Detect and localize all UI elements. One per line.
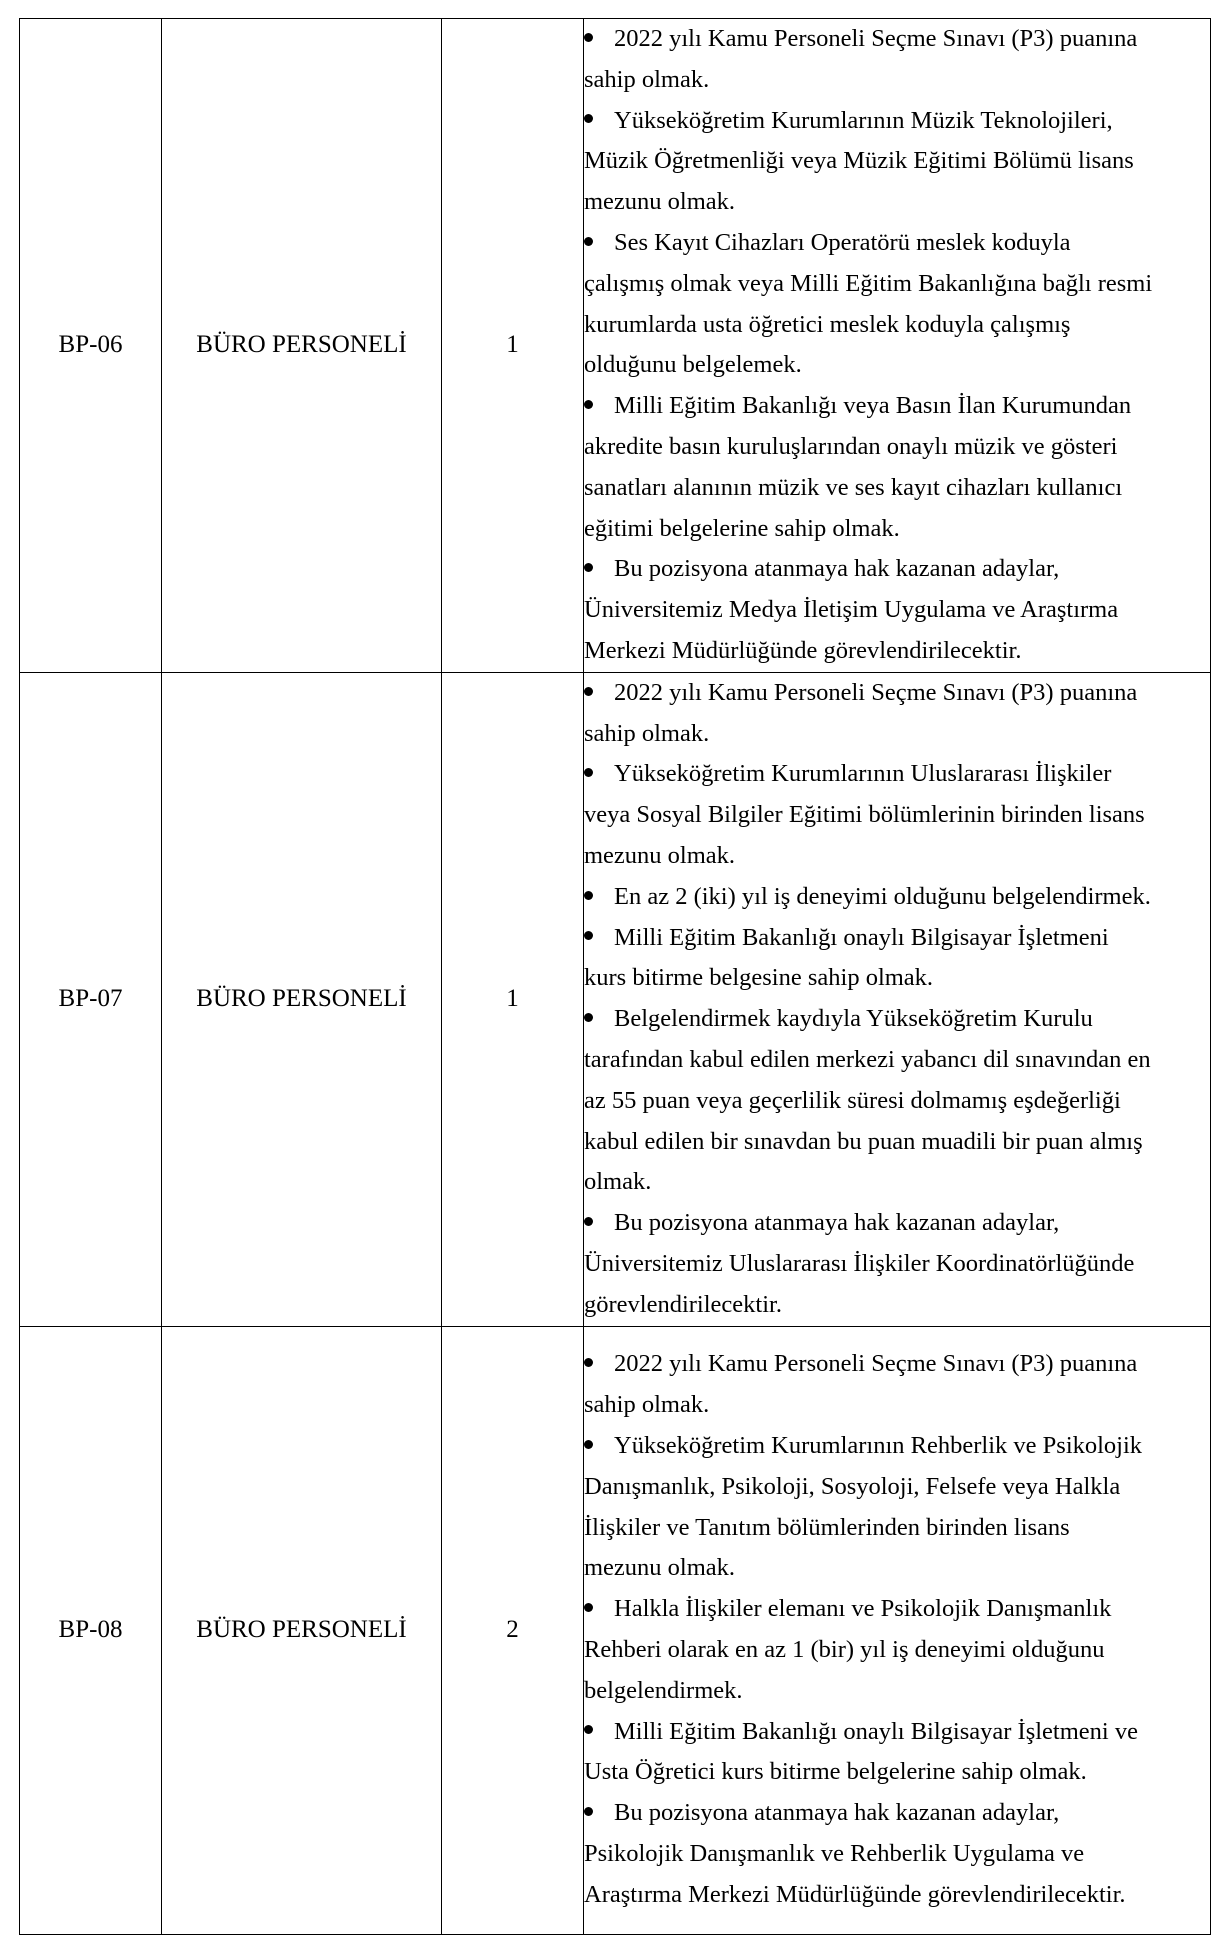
bullet-icon [584, 687, 593, 696]
requirement-line [584, 468, 1210, 509]
requirements-cell [584, 672, 1211, 1326]
requirement-text: Milli Eğitim Bakanlığı onaylı Bilgisayar İşletmeni ve [614, 1717, 1138, 1745]
position-title: BÜRO PERSONELİ [162, 1326, 442, 1934]
requirement-line [584, 795, 1210, 836]
requirement-item [584, 673, 1210, 714]
requirement-line [584, 427, 1210, 468]
requirement-text: eğitimi belgelerine sahip olmak. [584, 514, 900, 542]
requirement-line [584, 1162, 1210, 1203]
requirement-line [584, 1385, 1210, 1426]
bullet-icon [584, 931, 593, 940]
requirement-text: Milli Eğitim Bakanlığı onaylı Bilgisayar İşletmeni [614, 923, 1109, 951]
bullet-icon [584, 400, 593, 409]
requirement-text: 2022 yılı Kamu Personeli Seçme Sınavı (P3) puanına [614, 25, 1138, 52]
requirement-text: Ses Kayıt Cihazları Operatörü meslek koduyla [614, 228, 1071, 256]
table-row [20, 19, 1211, 673]
bullet-icon [584, 768, 593, 777]
requirement-text: Yükseköğretim Kurumlarının Uluslararası İlişkiler [614, 760, 1112, 788]
requirement-text: belgelendirmek. [584, 1676, 743, 1704]
bullet-icon [584, 1603, 593, 1612]
requirement-text: Psikolojik Danışmanlık ve Rehberlik Uygulama ve [584, 1839, 1085, 1867]
position-code: BP-06 [20, 19, 162, 673]
requirement-text: Bu pozisyona atanmaya hak kazanan adaylar, [614, 555, 1060, 583]
bullet-icon [584, 1807, 593, 1816]
requirement-text: 2022 yılı Kamu Personeli Seçme Sınavı (P3) puanına [614, 1350, 1138, 1378]
requirements-cell [584, 1326, 1211, 1934]
requirement-line [584, 509, 1210, 550]
requirement-item [584, 101, 1210, 142]
requirement-text: sahip olmak. [584, 1391, 710, 1419]
requirement-line [584, 714, 1210, 755]
requirement-text: sahip olmak. [584, 65, 710, 93]
requirement-item [584, 1344, 1210, 1385]
bullet-icon [584, 33, 593, 42]
requirement-line [584, 1630, 1210, 1671]
requirement-item [584, 1793, 1210, 1834]
requirement-text: mezunu olmak. [584, 841, 736, 869]
requirement-line [584, 1244, 1210, 1285]
position-code: BP-07 [20, 672, 162, 1326]
requirement-text: kabul edilen bir sınavdan bu puan muadili bir puan almış [584, 1127, 1143, 1155]
requirement-text: kurs bitirme belgesine sahip olmak. [584, 964, 934, 992]
requirement-line [584, 1040, 1210, 1081]
requirement-text: Milli Eğitim Bakanlığı veya Basın İlan Kurumundan [614, 392, 1132, 420]
requirement-text: veya Sosyal Bilgiler Eğitimi bölümlerinin birinden lisans [584, 801, 1145, 829]
bullet-icon [584, 1725, 593, 1734]
requirement-text: Merkezi Müdürlüğünde görevlendirilecektir. [584, 636, 1022, 664]
requirement-line [584, 1548, 1210, 1589]
bullet-icon [584, 237, 593, 246]
requirement-item [584, 1426, 1210, 1467]
requirement-item [584, 549, 1210, 590]
requirement-text: çalışmış olmak veya Milli Eğitim Bakanlığına bağlı resmi [584, 269, 1153, 297]
requirements-cell [584, 19, 1211, 673]
requirement-line [584, 264, 1210, 305]
requirement-text: sahip olmak. [584, 719, 710, 747]
position-count: 2 [442, 1326, 584, 1934]
position-count: 1 [442, 672, 584, 1326]
requirement-line [584, 182, 1210, 223]
requirement-item [584, 19, 1210, 60]
requirement-text: İlişkiler ve Tanıtım bölümlerinden birinden lisans [584, 1513, 1070, 1541]
requirement-line [584, 1467, 1210, 1508]
requirement-text: sanatları alanının müzik ve ses kayıt cihazları kullanıcı [584, 473, 1123, 501]
table-row [20, 1326, 1211, 1934]
requirement-text: Üniversitemiz Medya İletişim Uygulama ve Araştırma [584, 596, 1119, 624]
requirement-line [584, 836, 1210, 877]
requirement-line [584, 1081, 1210, 1122]
requirement-text: olmak. [584, 1168, 652, 1196]
bullet-icon [584, 891, 593, 900]
position-title: BÜRO PERSONELİ [162, 19, 442, 673]
requirement-text: mezunu olmak. [584, 1554, 736, 1582]
requirement-text: Yükseköğretim Kurumlarının Müzik Teknolojileri, [614, 106, 1113, 134]
bullet-icon [584, 1217, 593, 1226]
requirement-item [584, 877, 1210, 918]
requirement-text: olduğunu belgelemek. [584, 351, 802, 379]
requirement-line [584, 1285, 1210, 1326]
requirement-text: Belgelendirmek kaydıyla Yükseköğretim Kurulu [614, 1005, 1093, 1033]
requirement-text: Üniversitemiz Uluslararası İlişkiler Koordinatörlüğünde [584, 1249, 1135, 1277]
bullet-icon [584, 114, 593, 123]
requirement-line [584, 345, 1210, 386]
requirement-line [584, 1875, 1210, 1916]
requirement-item [584, 386, 1210, 427]
requirement-item [584, 918, 1210, 959]
requirement-line [584, 631, 1210, 672]
requirement-text: Rehberi olarak en az 1 (bir) yıl iş deneyimi olduğunu [584, 1636, 1105, 1663]
requirement-text: Bu pozisyona atanmaya hak kazanan adaylar, [614, 1209, 1060, 1237]
position-title: BÜRO PERSONELİ [162, 672, 442, 1326]
requirement-text: Usta Öğretici kurs bitirme belgelerine sahip olmak. [584, 1758, 1087, 1786]
position-code: BP-08 [20, 1326, 162, 1934]
positions-table [19, 18, 1211, 1935]
bullet-icon [584, 1440, 593, 1449]
requirement-text: Danışmanlık, Psikoloji, Sosyoloji, Felsefe veya Halkla [584, 1472, 1121, 1500]
requirement-line [584, 1122, 1210, 1163]
requirement-text: akredite basın kuruluşlarından onaylı müzik ve gösteri [584, 432, 1118, 460]
requirement-line [584, 590, 1210, 631]
bullet-icon [584, 1358, 593, 1367]
requirement-line [584, 1752, 1210, 1793]
requirement-item [584, 1203, 1210, 1244]
requirement-item [584, 223, 1210, 264]
requirement-text: Bu pozisyona atanmaya hak kazanan adaylar, [614, 1799, 1060, 1827]
bullet-icon [584, 563, 593, 572]
requirement-item [584, 999, 1210, 1040]
requirement-item [584, 1589, 1210, 1630]
requirement-text: kurumlarda usta öğretici meslek koduyla çalışmış [584, 310, 1071, 338]
requirement-line [584, 1671, 1210, 1712]
requirement-text: Araştırma Merkezi Müdürlüğünde görevlendirilecektir. [584, 1880, 1126, 1908]
requirement-item [584, 1712, 1210, 1753]
requirement-text: az 55 puan veya geçerlilik süresi dolmamış eşdeğerliği [584, 1086, 1121, 1114]
requirement-text: mezunu olmak. [584, 188, 736, 216]
requirement-line [584, 60, 1210, 101]
requirement-text: Yükseköğretim Kurumlarının Rehberlik ve Psikolojik [614, 1432, 1143, 1460]
requirement-line [584, 1834, 1210, 1875]
requirement-text: görevlendirilecektir. [584, 1290, 782, 1318]
requirement-text: Halkla İlişkiler elemanı ve Psikolojik Danışmanlık [614, 1595, 1112, 1623]
position-count: 1 [442, 19, 584, 673]
requirement-line [584, 958, 1210, 999]
requirement-line [584, 305, 1210, 346]
requirement-line [584, 141, 1210, 182]
table-row [20, 672, 1211, 1326]
requirement-text: Müzik Öğretmenliği veya Müzik Eğitimi Bölümü lisans [584, 147, 1134, 175]
requirement-line [584, 1508, 1210, 1549]
bullet-icon [584, 1013, 593, 1022]
requirement-text: 2022 yılı Kamu Personeli Seçme Sınavı (P3) puanına [614, 678, 1138, 706]
requirement-text: tarafından kabul edilen merkezi yabancı dil sınavından en [584, 1045, 1151, 1073]
requirement-text: En az 2 (iki) yıl iş deneyimi olduğunu belgelendirmek. [614, 882, 1151, 910]
requirement-item [584, 754, 1210, 795]
